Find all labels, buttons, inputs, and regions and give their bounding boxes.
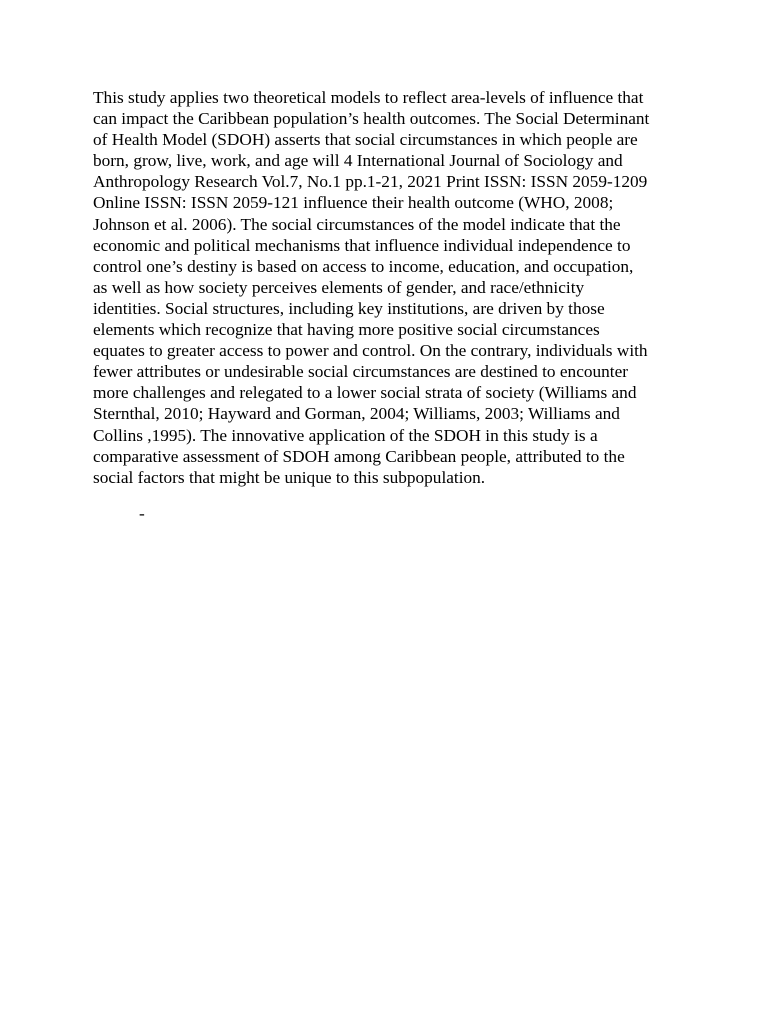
body-paragraph: This study applies two theoretical models to reflect area-levels of influence that can impact the Caribbean population’s health outcomes. The Social Determinant of Health Model (SDOH) asserts that social circumstances in which people are born, grow, live, work, and age will 4 International Journal of Sociology and Anthropology Research Vol.7, No.1 pp.1-21, 2021 Print ISSN: ISSN 2059-1209 Online ISSN: ISSN 2059-121 influence their health outcome (WHO, 2008; Johnson et al. 2006). The social circumstances of the model indicate that the economic and political mechanisms that influence individual independence to control one’s destiny is based on access to income, education, and occupation, as well as how society perceives elements of gender, and race/ethnicity identities. Social structures, including key institutions, are driven by those elements which recognize that having more positive social circumstances equates to greater access to power and control. On the contrary, individuals with fewer attributes or undesirable social circumstances are destined to encounter more challenges and relegated to a lower social strata of society (Williams and Sternthal, 2010; Hayward and Gorman, 2004; Williams, 2003; Williams and Collins ,1995). The innovative application of the SDOH in this study is a comparative assessment of SDOH among Caribbean people, attributed to the social factors that might be unique to this subpopulation. xyxy=(93,88,650,487)
dash-line: - xyxy=(139,504,145,523)
